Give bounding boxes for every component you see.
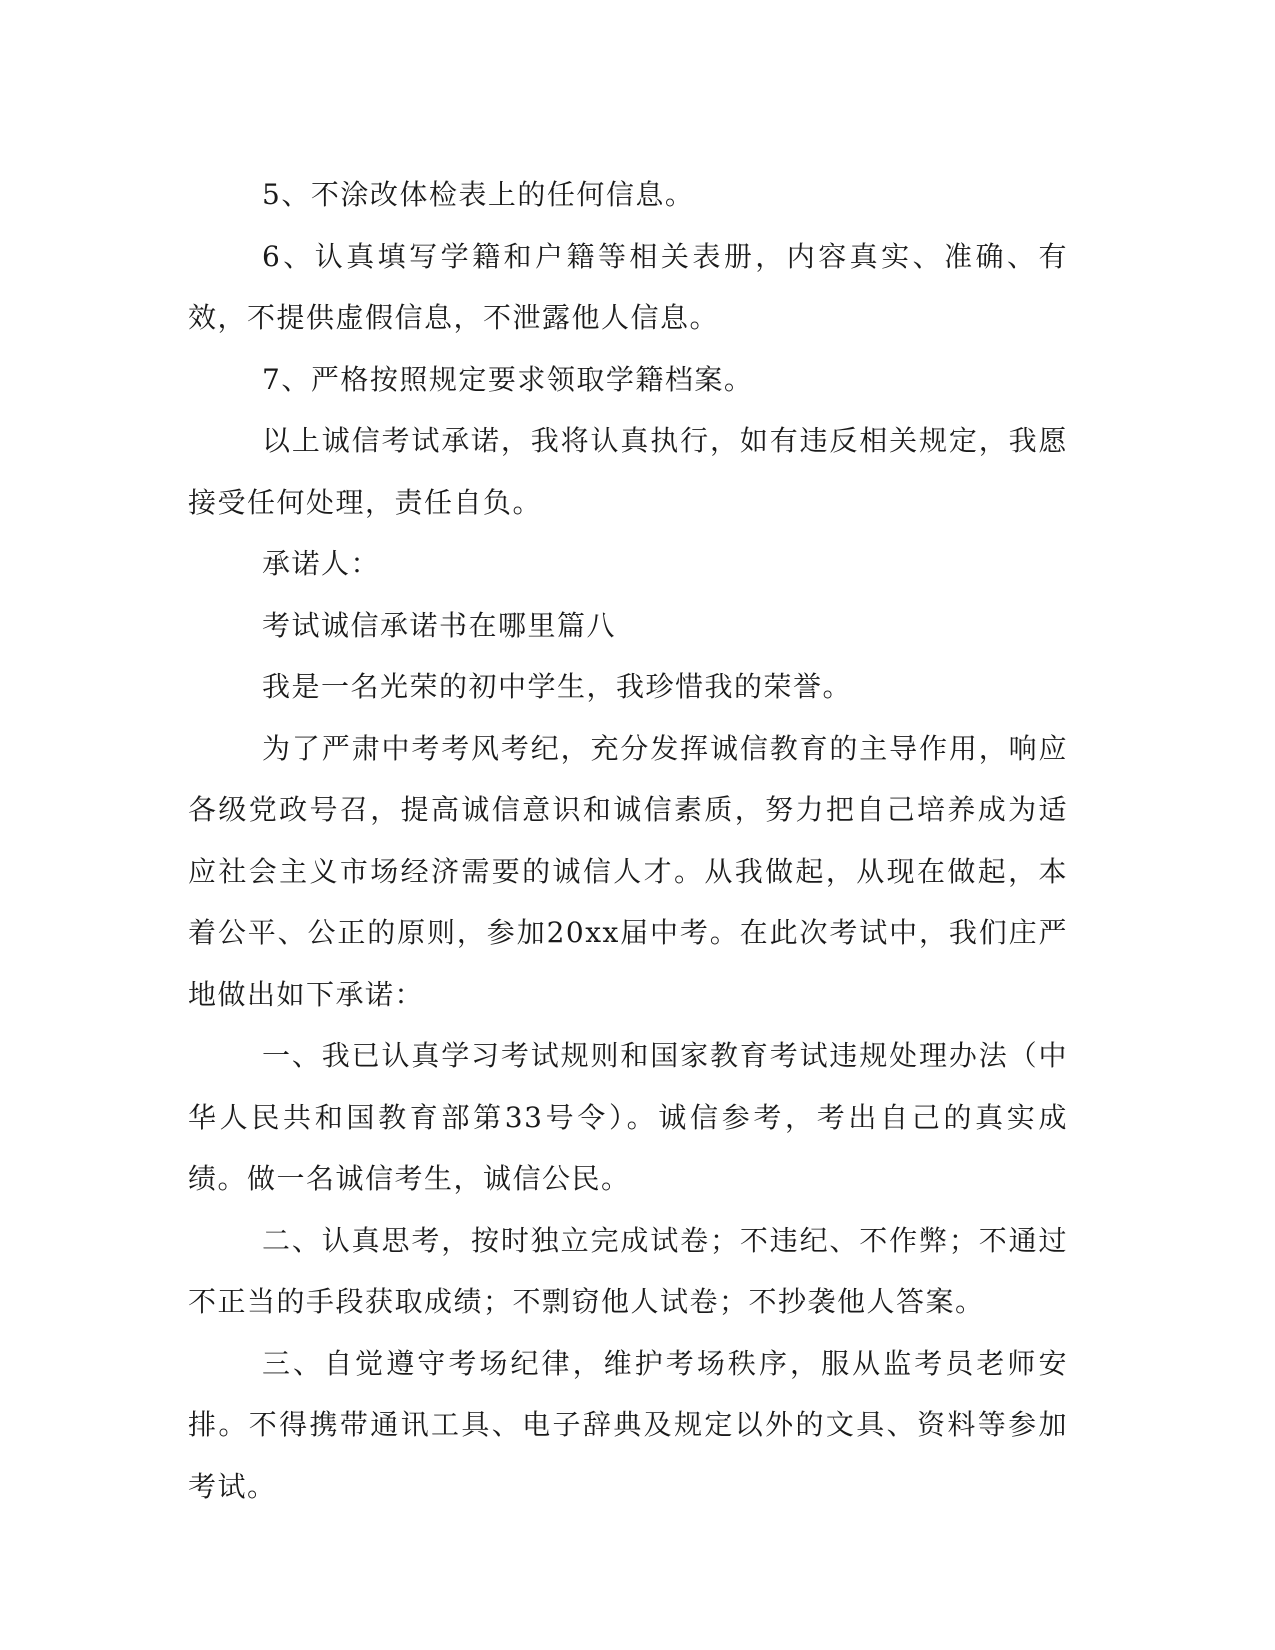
- commitment-statement: 以上诚信考试承诺，我将认真执行，如有违反相关规定，我愿接受任何处理，责任自负。: [188, 424, 1068, 519]
- paragraph-item-7: 7、严格按照规定要求领取学籍档案。: [262, 362, 754, 396]
- document-body: [188, 164, 1068, 1517]
- pledge-item-1: 一、我已认真学习考试规则和国家教育考试违规处理办法（中华人民共和国教育部第33号令）。诚信参考，考出自己的真实成绩。做一名诚信考生，诚信公民。: [188, 1039, 1068, 1195]
- intro-paragraph: 我是一名光荣的初中学生，我珍惜我的荣誉。: [262, 670, 853, 703]
- paragraph-item-6: 6、认真填写学籍和户籍等相关表册，内容真实、准确、有效，不提供虚假信息，不泄露他人信息。: [188, 239, 1068, 334]
- pledge-item-3: 三、自觉遵守考场纪律，维护考场秩序，服从监考员老师安排。不得携带通讯工具、电子辞典及规定以外的文具、资料等参加考试。: [188, 1346, 1068, 1503]
- promisor-signature-line: 承诺人：: [262, 547, 381, 580]
- purpose-paragraph: 为了严肃中考考风考纪，充分发挥诚信教育的主导作用，响应各级党政号召，提高诚信意识和诚信素质，努力把自己培养成为适应社会主义市场经济需要的诚信人才。从我做起，从现在做起，本着公平、公正的原则，参加20xx届中考。在此次考试中，我们庄严地做出如下承诺：: [188, 731, 1068, 1011]
- pledge-item-2: 二、认真思考，按时独立完成试卷；不违纪、不作弊；不通过不正当的手段获取成绩；不剽窃他人试卷；不抄袭他人答案。: [188, 1223, 1068, 1318]
- paragraph-item-5: 5、不涂改体检表上的任何信息。: [262, 178, 695, 211]
- section-heading: 考试诚信承诺书在哪里篇八: [262, 608, 617, 642]
